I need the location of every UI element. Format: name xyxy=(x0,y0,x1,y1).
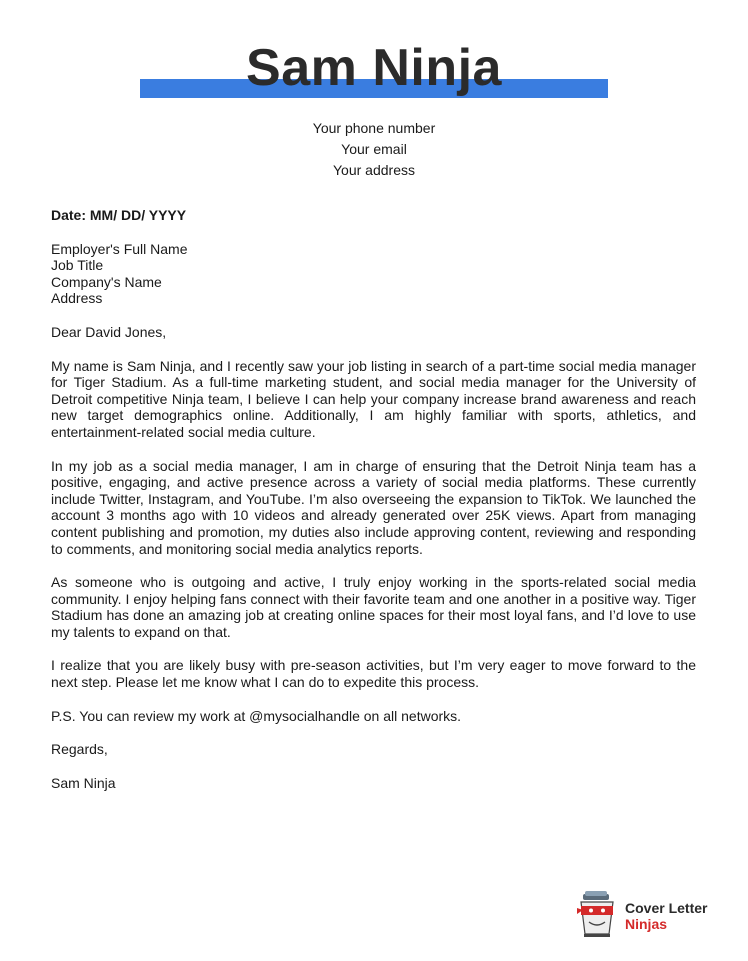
paragraph-motivation: As someone who is outgoing and active, I truly enjoy working in the sports-related social media community. I enjoy helping fans connect with their favorite team and one another in a positive way. Tiger Stadium has done an amazing job at creating online spaces for their most loyal fans, and I’d love to use my talents to expand on that. xyxy=(51,574,696,640)
recipient-block xyxy=(51,241,696,307)
contact-email: Your email xyxy=(341,141,407,157)
closing: Regards, xyxy=(51,741,108,758)
logo-text xyxy=(625,900,707,932)
recipient-full-name: Employer's Full Name xyxy=(51,240,188,257)
recipient-address: Address xyxy=(51,290,103,307)
letter-body xyxy=(51,207,696,791)
contact-address: Your address xyxy=(333,162,415,178)
letter-header xyxy=(0,0,748,110)
paragraph-call-to-action: I realize that you are likely busy with pre-season activities, but I’m very eager to move forward to the next step. Please let me know what I can do to expedite this process. xyxy=(51,657,696,691)
recipient-company: Company's Name xyxy=(51,273,162,290)
paragraph-postscript: P.S. You can review my work at @mysocialhandle on all networks. xyxy=(51,707,462,724)
signature: Sam Ninja xyxy=(51,774,116,791)
letter-date: Date: MM/ DD/ YYYY xyxy=(51,207,187,223)
ninja-mascot-icon xyxy=(575,890,619,940)
contact-phone: Your phone number xyxy=(312,120,436,136)
applicant-name: Sam Ninja xyxy=(246,39,502,97)
paragraph-experience: In my job as a social media manager, I am in charge of ensuring that the Detroit Ninja team has a positive, engaging, and active presence across a variety of social media platforms. These currently include Twitter, Instagram, and YouTube. I’m also overseeing the expansion to TikTok. We launched the account 3 months ago with 10 videos and already generated over 25K views. Apart from managing content publishing and promotion, my duties also include approving content, reviewing and responding to comments, and monitoring social media analytics reports. xyxy=(51,457,696,557)
salutation: Dear David Jones, xyxy=(51,323,167,340)
contact-info xyxy=(0,118,748,181)
paragraph-intro: My name is Sam Ninja, and I recently saw your job listing in search of a part-time social media manager for Tiger Stadium. As a full-time marketing student, and social media manager for the University of Detroit competitive Ninja team, I believe I can help your company increase brand awareness and reach new target demographics online. Additionally, I am highly familiar with sports, athletics, and entertainment-related social media culture. xyxy=(51,357,696,440)
logo-line-cover-letter: Cover Letter xyxy=(625,900,708,916)
cover-letter-ninjas-logo xyxy=(575,890,725,940)
recipient-job-title: Job Title xyxy=(51,257,104,274)
logo-line-ninjas: Ninjas xyxy=(625,916,668,932)
